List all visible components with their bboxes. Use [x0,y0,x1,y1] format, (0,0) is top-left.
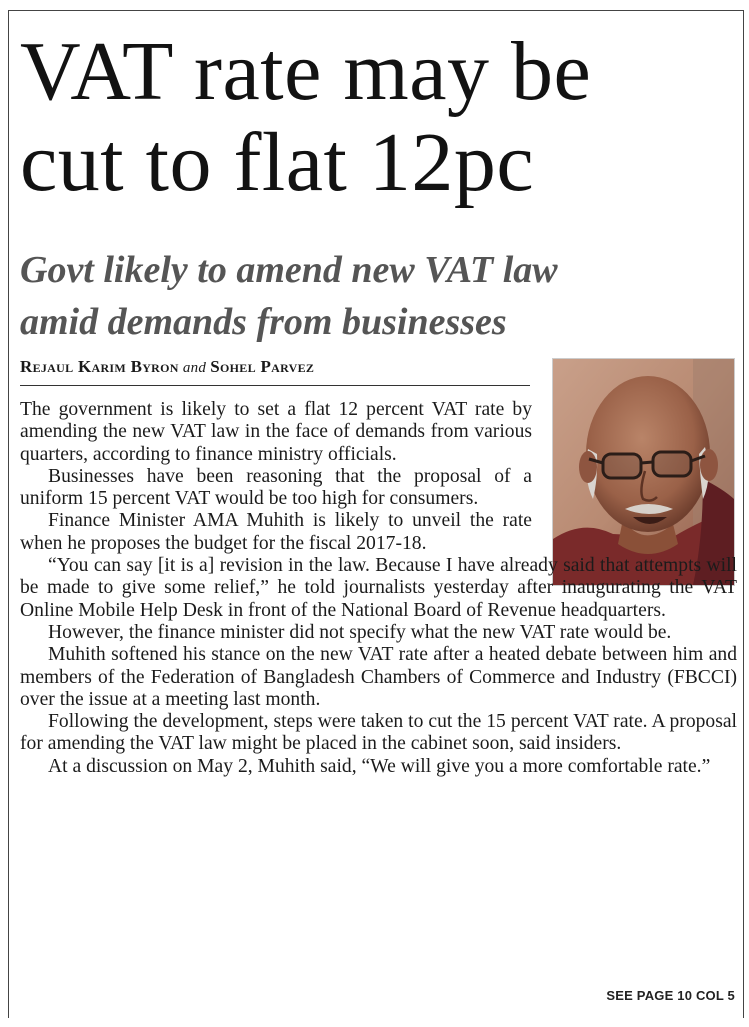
paragraph-7: Following the development, steps were taken to cut the 15 percent VAT rate. A proposal for amending the VAT law might be placed in the cabinet soon, said insiders. [20,711,737,755]
author-2: Sohel Parvez [210,357,315,376]
subhead-line-1: Govt likely to amend new VAT law [20,249,558,291]
byline-conjunction: and [182,360,207,376]
byline [20,357,530,386]
continued-on-page-link[interactable]: SEE PAGE 10 COL 5 [606,988,735,1003]
paragraph-4: “You can say [it is a] revision in the law. Because I have already said that attempts will be made to give some relief,” he told journalists yesterday after inaugurating the VAT Online Mobile Help Desk in front of the National Board of Revenue headquarters. [20,555,737,621]
paragraph-6: Muhith softened his stance on the new VAT rate after a heated debate between him and members of the Federation of Bangladesh Chambers of Commerce and Industry (FBCCI) over the issue at a meeting last month. [20,644,737,710]
headline-line-2: cut to flat 12pc [20,116,535,209]
headline-line-1: VAT rate may be [20,25,592,118]
paragraph-3: Finance Minister AMA Muhith is likely to unveil the rate when he proposes the budget for the fiscal 2017-18. [20,510,532,554]
article-body [20,399,737,778]
author-1: Rejaul Karim Byron [20,357,179,376]
paragraph-5: However, the finance minister did not specify what the new VAT rate would be. [48,621,672,643]
paragraph-2: Businesses have been reasoning that the proposal of a uniform 15 percent VAT would be too high for consumers. [20,465,532,510]
paragraph-1: The government is likely to set a flat 12 percent VAT rate by amending the new VAT law in the face of demands from various quarters, according to finance ministry officials. [20,399,532,465]
headline [20,26,735,208]
paragraph-8: At a discussion on May 2, Muhith said, “We will give you a more comfortable rate.” [48,755,711,777]
subhead-line-2: amid demands from businesses [20,301,507,343]
subheadline [20,244,735,348]
